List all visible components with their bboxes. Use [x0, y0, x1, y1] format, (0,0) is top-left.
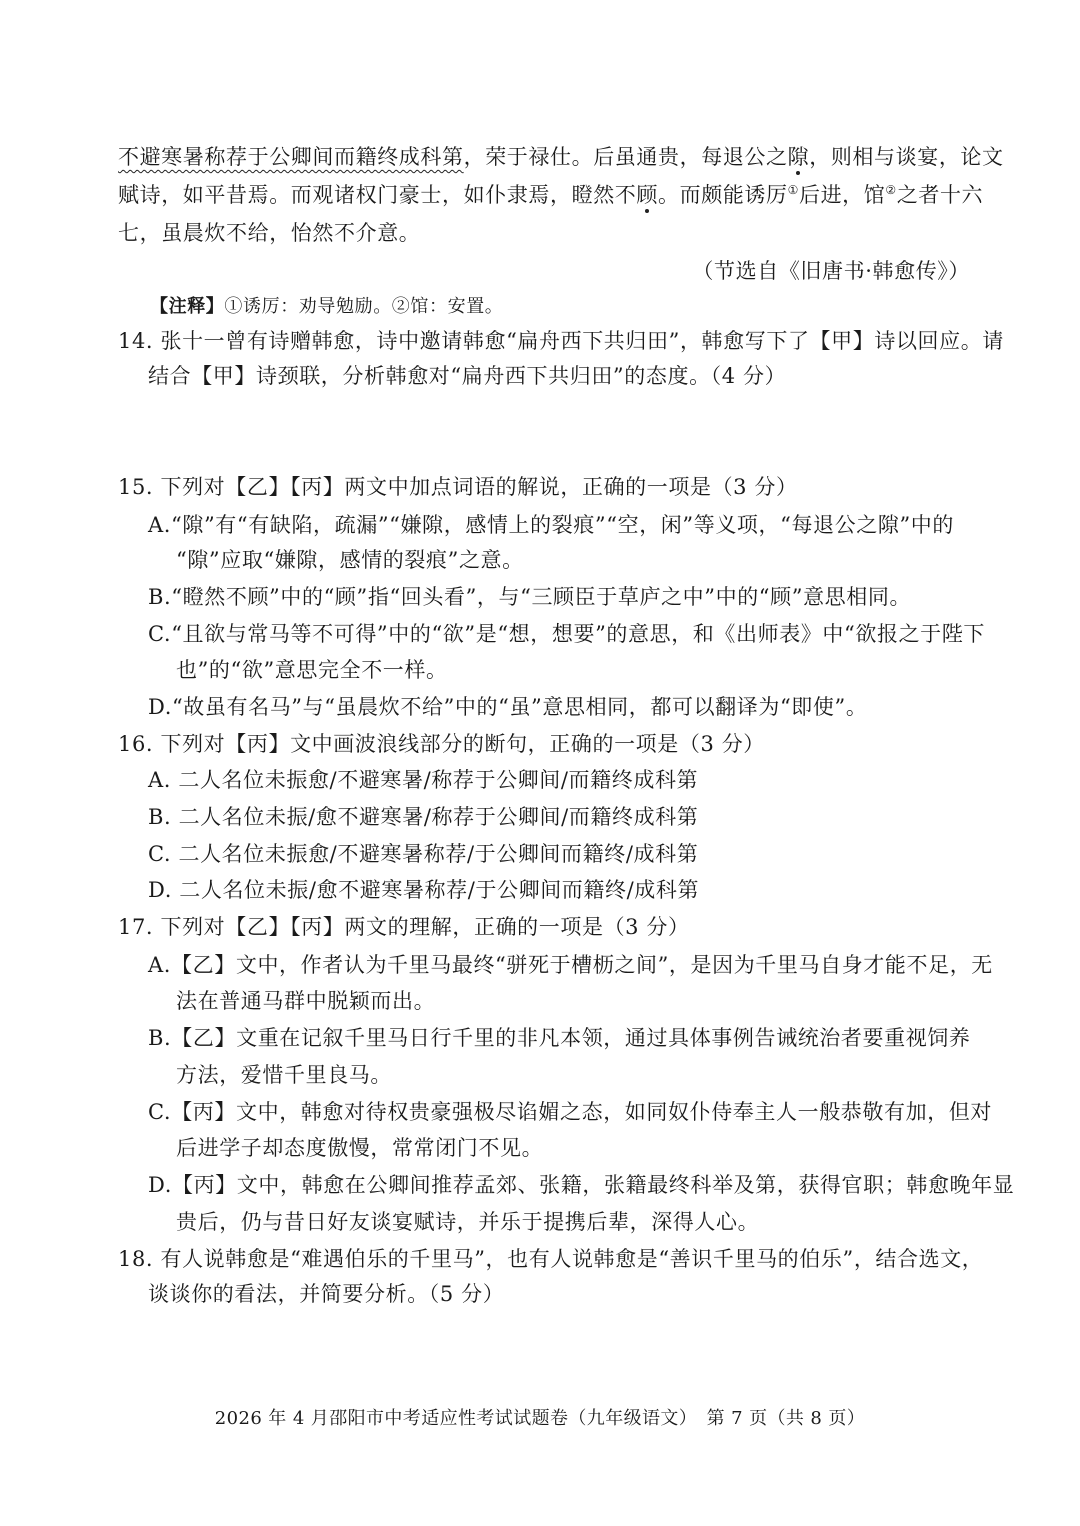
passage-line-3: 七，虽晨炊不给，怡然不介意。 [118, 221, 421, 245]
question-16-option-b: B. 二人名位未振/愈不避寒暑/称荐于公卿间/而籍终成科第 [148, 805, 699, 829]
question-17-stem: 17. 下列对【乙】【丙】两文的理解，正确的一项是（3 分） [118, 915, 690, 939]
page-footer: 2026 年 4 月邵阳市中考适应性考试试题卷（九年级语文） 第 7 页（共 8 页） [214, 1408, 866, 1429]
footnote-mark: ① [787, 183, 799, 197]
dotted-char: 顾 [636, 183, 659, 207]
question-18-line-1: 18. 有人说韩愈是“难遇伯乐的千里马”，也有人说韩愈是“善识千里马的伯乐”，结合选文， [118, 1247, 984, 1271]
question-14-line-2: 结合【甲】诗颈联，分析韩愈对“扁舟西下共归田”的态度。（4 分） [148, 364, 787, 388]
question-15-option-c-cont: 也”的“欲”意思完全不一样。 [176, 658, 448, 682]
question-17-option-b: B.【乙】文重在记叙千里马日行千里的非凡本领，通过具体事例告诫统治者要重视饲养 [148, 1026, 971, 1050]
passage-line-2 [118, 180, 984, 210]
question-16-option-c: C. 二人名位未振愈/不避寒暑称荐/于公卿间而籍终/成科第 [148, 842, 699, 866]
passage-text: ，则相与谈宴，论文 [809, 145, 1004, 169]
question-15-option-a-cont: “隙”应取“嫌隙，感情的裂痕”之意。 [176, 548, 524, 572]
passage-text: 。而颇能诱厉 [658, 183, 788, 207]
question-16-option-d: D. 二人名位未振/愈不避寒暑称荐/于公卿间而籍终/成科第 [148, 878, 700, 902]
question-15-option-b: B.“瞪然不顾”中的“顾”指“回头看”，与“三顾臣于草庐之中”中的“顾”意思相同。 [148, 585, 912, 609]
passage-line-1 [118, 142, 1004, 172]
question-15-option-c: C.“且欲与常马等不可得”中的“欲”是“想，想要”的意思，和《出师表》中“欲报之于陛下 [148, 622, 985, 646]
question-17-option-b-cont: 方法，爱惜千里良马。 [176, 1063, 392, 1087]
wavy-underlined-text: 不避寒暑称荐于公卿间而籍终成科第 [118, 145, 464, 169]
passage-text: 后进，馆 [798, 183, 886, 207]
question-17-option-a-cont: 法在普通马群中脱颖而出。 [176, 989, 436, 1013]
passage-text: 赋诗，如平昔焉。而观诸权门豪士，如仆隶焉，瞪然不 [118, 183, 637, 207]
question-18-line-2: 谈谈你的看法，并简要分析。（5 分） [148, 1282, 505, 1306]
footnote-mark: ② [885, 183, 897, 197]
annotation-label: 【注释】 [150, 296, 225, 317]
question-14-line-1: 14. 张十一曾有诗赠韩愈，诗中邀请韩愈“扁舟西下共归田”，韩愈写下了【甲】诗以回应。请 [118, 329, 1004, 353]
question-17-option-c: C.【丙】文中，韩愈对待权贵豪强极尽谄媚之态，如同奴仆侍奉主人一般恭敬有加，但对 [148, 1100, 992, 1124]
passage-source: （节选自《旧唐书·韩愈传》） [692, 259, 970, 283]
question-15-stem: 15. 下列对【乙】【丙】两文中加点词语的解说，正确的一项是（3 分） [118, 475, 798, 499]
question-17-option-c-cont: 后进学子却态度傲慢，常常闭门不见。 [176, 1136, 544, 1160]
question-16-option-a: A. 二人名位未振愈/不避寒暑/称荐于公卿间/而籍终成科第 [148, 768, 699, 792]
question-15-option-d: D.“故虽有名马”与“虽晨炊不给”中的“虽”意思相同，都可以翻译为“即使”。 [148, 695, 868, 719]
dotted-char: 隙 [787, 145, 810, 169]
annotation [150, 292, 1000, 322]
question-17-option-d: D.【丙】文中，韩愈在公卿间推荐孟郊、张籍，张籍最终科举及第，获得官职；韩愈晚年显 [148, 1173, 1015, 1197]
question-17-option-a: A.【乙】文中，作者认为千里马最终“骈死于槽枥之间”，是因为千里马自身才能不足，无 [148, 953, 993, 977]
annotation-text: ①诱厉：劝导勉励。②馆：安置。 [224, 296, 504, 317]
question-17-option-d-cont: 贵后，仍与昔日好友谈宴赋诗，并乐于提携后辈，深得人心。 [176, 1210, 760, 1234]
question-16-stem: 16. 下列对【丙】文中画波浪线部分的断句，正确的一项是（3 分） [118, 732, 765, 756]
passage-text: ，荣于禄仕。后虽通贵，每退公之 [463, 145, 788, 169]
question-15-option-a: A.“隙”有“有缺陷，疏漏”“嫌隙，感情上的裂痕”“空，闲”等义项，“每退公之隙”中的 [148, 513, 954, 537]
passage-text: 之者十六 [896, 183, 984, 207]
